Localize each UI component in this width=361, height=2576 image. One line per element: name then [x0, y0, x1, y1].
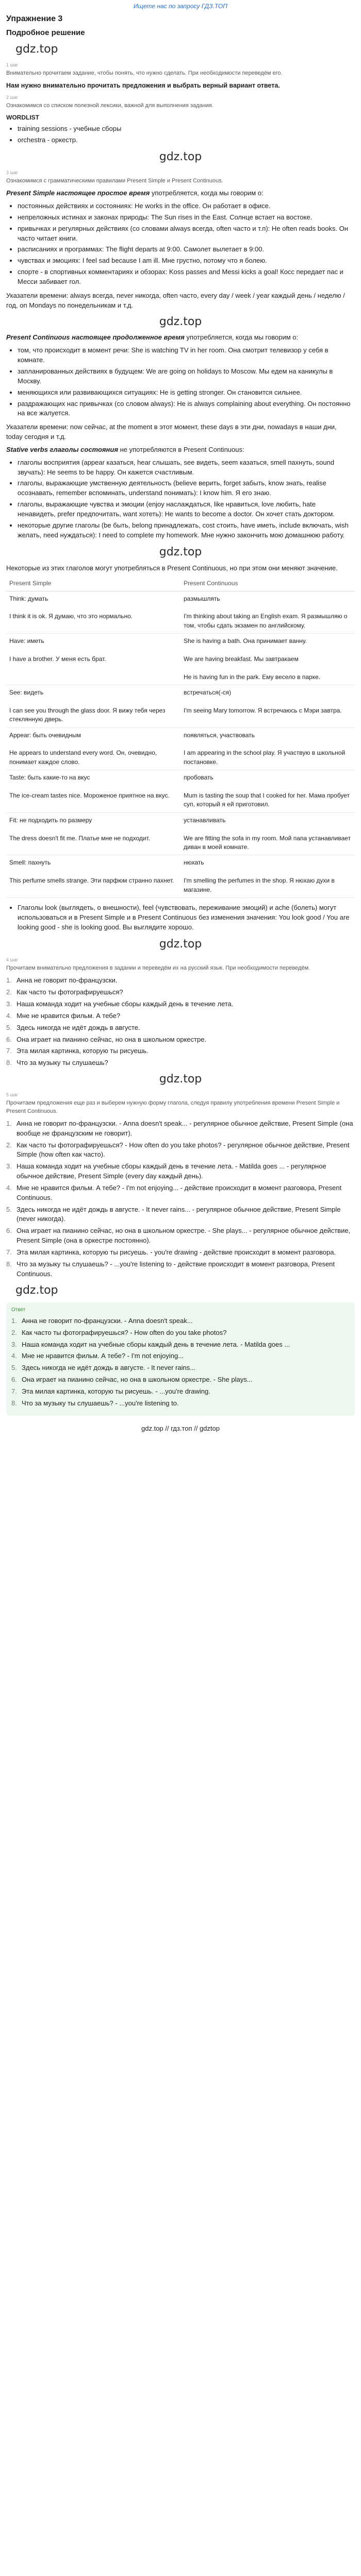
look-feel-note-list — [6, 903, 355, 933]
present-simple-cell: Appear: быть очевидным He appears to understand every word. Он, очевидно, понимает каждое слово. — [6, 727, 180, 770]
present-simple-cell: See: видеть I can see you through the glass door. Я вижу тебя через стеклянную дверь. — [6, 685, 180, 728]
item-text: Наша команда ходит на учебные сборы каждый день в течение лета. - Matilda goes ... - регулярное обычное действие, Present Simple (every day каждый день). — [17, 1162, 326, 1180]
table-row — [6, 685, 355, 728]
item-text: Анна не говорит по-французски. — [17, 976, 118, 985]
item-text: Как часто ты фотографируешься? - How often do you take photos? - регулярное обычное действие, Present Simple (how often как часто). — [17, 1141, 350, 1159]
table-row — [6, 855, 355, 898]
rule-item: • глаголы восприятия (appear казаться, hear слышать, see видеть, seem казаться, smell пахнуть, sound звучать): He seems to be happy. Он кажется счастливым. — [18, 458, 355, 478]
present-simple-intro — [6, 189, 355, 198]
item-number: 4. — [11, 1352, 17, 1360]
item-text: Что за музыку ты слушаешь? — [17, 1059, 108, 1067]
item-number: 2. — [11, 1328, 17, 1336]
step-2 — [6, 94, 355, 145]
watermark: gdz.top — [159, 150, 202, 164]
list-item — [6, 1183, 355, 1203]
watermark: gdz.top — [159, 315, 202, 328]
step-label: 1 шаг — [6, 62, 19, 68]
rule-item: • некоторые другие глаголы (be быть, belong принадлежать, cost стоить, have иметь, include включать, wish желать, need нуждаться): I need to complete my homework. Мне нужно закончить мою домашнюю работу. — [18, 521, 355, 540]
item-number: 8. — [6, 1059, 12, 1067]
answer-tag: Ответ — [11, 1307, 26, 1313]
top-search-link[interactable]: Ищете нас по запросу ГДЗ.ТОП — [134, 3, 227, 10]
item-text: Она играет на пианино сейчас, но она в школьном оркестре. - She plays... — [22, 1376, 253, 1384]
item-number: 2. — [6, 988, 12, 996]
present-continuous-cell: появляться, участвовать I am appearing in the school play. Я участвую в школьной постановке. — [180, 727, 355, 770]
list-item — [6, 1023, 355, 1033]
item-text: Эта милая картинка, которую ты рисуешь. - ...you're drawing. — [22, 1387, 210, 1395]
item-text: Как часто ты фотографируешься? - How often do you take photos? — [22, 1328, 227, 1336]
rule-item: • постоянных действиях и состояниях: He works in the office. Он работает в офисе. — [18, 201, 355, 211]
rule-item: • непреложных истинах и законах природы: The Sun rises in the East. Солнце встает на востоке. — [18, 213, 355, 223]
present-continuous-markers: Указатели времени: now сейчас, at the moment в этот момент, these days в эти дни, nowadays в наши дни, today сегодня и т.д. — [6, 423, 337, 441]
item-text: Эта милая картинка, которую ты рисуешь. — [17, 1047, 149, 1055]
present-continuous-list — [6, 346, 355, 418]
item-text: Мне не нравится фильм. А тебе? — [17, 1011, 121, 1020]
step-label: 2 шаг — [6, 95, 19, 100]
item-text: Она играет на пианино сейчас, но она в школьном оркестре. — [17, 1035, 207, 1043]
stative-verbs-list — [6, 458, 355, 540]
list-item — [11, 1387, 350, 1397]
item-text: Она играет на пианино сейчас, но она в школьном оркестре. - She plays... - регулярное обычное действие, Present Simple (она в оркестре постоянно). — [17, 1227, 351, 1245]
present-continuous-cell: пробовать Mum is tasting the soup that I cooked for her. Мама пробует суп, который я ей приготовил. — [180, 770, 355, 813]
rule-item: • меняющихся или развивающихся ситуациях: He is getting stronger. Он становится сильнее. — [18, 388, 355, 398]
item-text: Что за музыку ты слушаешь? - ...you're listening to. — [22, 1399, 179, 1407]
step-3 — [6, 170, 355, 932]
item-text: Эта милая картинка, которую ты рисуешь. - you're drawing - действие происходит в момент разговора. — [17, 1248, 336, 1257]
rule-text: не употребляются в Present Continuous: — [118, 445, 244, 453]
item-number: 7. — [6, 1248, 12, 1257]
list-item — [6, 988, 355, 997]
word-item: • training sessions - учебные сборы — [18, 124, 355, 134]
item-number: 3. — [6, 1000, 12, 1008]
step-1 — [6, 62, 355, 90]
rule-term: Present Continuous настоящее продолженное время — [6, 333, 185, 342]
list-item — [11, 1399, 350, 1409]
item-text: Наша команда ходит на учебные сборы каждый день в течение лета. — [17, 1000, 234, 1008]
list-item — [6, 1141, 355, 1160]
rule-term: Present Simple настоящее простое время — [6, 189, 150, 197]
rule-item: • раздражающих нас привычках (со словом always): He is always complaining about everything. Он постоянно на все жалуется. — [18, 399, 355, 419]
item-number: 4. — [6, 1183, 12, 1192]
step-label: 3 шаг — [6, 170, 19, 176]
present-simple-cell: Smell: пахнуть This perfume smells strange. Эти парфюм странно пахнет. — [6, 855, 180, 898]
step-description: Внимательно прочитаем задание, чтобы понять, что нужно сделать. При необходимости переведём его. — [6, 70, 283, 77]
item-number: 3. — [6, 1162, 12, 1171]
step-answer: Нам нужно внимательно прочитать предложения и выбрать верный вариант ответа. — [6, 82, 280, 90]
list-item — [6, 1046, 355, 1056]
stative-verbs-intro — [6, 445, 355, 455]
table-header: Present Simple — [6, 577, 180, 591]
item-number: 1. — [6, 976, 12, 985]
list-item — [6, 1162, 355, 1181]
list-item — [11, 1375, 350, 1385]
list-item — [6, 1260, 355, 1279]
item-number: 7. — [6, 1047, 12, 1055]
item-number: 6. — [6, 1227, 12, 1235]
translation-list — [6, 976, 355, 1068]
present-continuous-cell: устанавливать We are fitting the sofa in my room. Мой папа устанавливает диван в моей комнате. — [180, 812, 355, 855]
item-text: Здесь никогда не идёт дождь в августе. - It never rains... — [22, 1364, 196, 1372]
list-item — [6, 1058, 355, 1068]
rule-item: • запланированных действиях в будущем: We are going on holidays to Moscow. Мы едем на каникулы в Москву. — [18, 367, 355, 386]
item-number: 2. — [6, 1141, 12, 1149]
present-simple-cell: Have: иметь I have a brother. У меня есть брат. — [6, 634, 180, 685]
rule-item: • чувствах и эмоциях: I feel sad because I am ill. Мне грустно, потому что я болею. — [18, 256, 355, 266]
step-description: Прочитаем предложения еще раз и выберем нужную форму глагола, следуя правилу употребления времени Present Simple и Present Continuous. — [6, 1100, 340, 1114]
step-description: Ознакомимся с грамматическими правилами Present Simple и Present Continuous. — [6, 178, 223, 184]
step-label: 5 шаг — [6, 1092, 19, 1097]
rule-item: • расписаниях и программах: The flight departs at 9:00. Самолет вылетает в 9:00. — [18, 245, 355, 255]
item-number: 5. — [6, 1023, 12, 1031]
item-number: 6. — [6, 1035, 12, 1043]
list-item — [6, 1226, 355, 1246]
solution-subtitle: Подробное решение — [6, 28, 85, 37]
explanation-list — [6, 1119, 355, 1279]
item-number: 5. — [11, 1364, 17, 1372]
step-5 — [6, 1092, 355, 1279]
item-text: Наша команда ходит на учебные сборы каждый день в течение лета. - Matilda goes ... — [22, 1340, 290, 1348]
rule-text: употребляется, когда мы говорим о: — [150, 189, 264, 197]
answer-box — [6, 1302, 355, 1415]
rule-item: • спорте - в спортивных комментариях и обзорах: Koss passes and Messi kicks a goal! Косс передает пас и Месси забивает гол. — [18, 267, 355, 287]
footer-links[interactable]: gdz.top // гдз.топ // gdztop — [141, 1424, 220, 1432]
item-number: 1. — [6, 1119, 12, 1127]
present-simple-cell: Fit: не подходить по размеру The dress doesn't fit me. Платье мне не подходит. — [6, 812, 180, 855]
present-continuous-cell: встречаться(-ся) I'm seeing Mary tomorrow. Я встречаюсь с Мэри завтра. — [180, 685, 355, 728]
present-simple-list — [6, 201, 355, 287]
answer-list — [11, 1316, 350, 1409]
item-number: 6. — [11, 1376, 17, 1384]
step-description: Ознакомимся со списком полезной лексики, важной для выполнения задания. — [6, 103, 214, 109]
step-description: Прочитаем внимательно предложения в задании и переведём их на русский язык. При необходимости переведём. — [6, 965, 310, 972]
present-continuous-intro — [6, 333, 355, 343]
item-number: 1. — [11, 1316, 17, 1325]
table-row — [6, 591, 355, 634]
table-row — [6, 812, 355, 855]
wordlist — [6, 124, 355, 145]
list-item — [6, 999, 355, 1009]
watermark: gdz.top — [15, 43, 58, 56]
present-simple-cell: Taste: быть какие-то на вкус The ice-cream tastes nice. Мороженое приятное на вкус. — [6, 770, 180, 813]
exercise-title: Упражнение 3 — [6, 14, 63, 24]
table-row — [6, 770, 355, 813]
list-item — [11, 1340, 350, 1350]
watermark: gdz.top — [15, 1283, 58, 1297]
item-number: 3. — [11, 1340, 17, 1348]
table-header: Present Continuous — [180, 577, 355, 591]
step-4 — [6, 957, 355, 1068]
present-continuous-cell: She is having a bath. Она принимает ванну. We are having breakfast. Мы завтракаем He is having fun in the park. Ему весело в парке. — [180, 634, 355, 685]
list-item — [11, 1316, 350, 1326]
list-item — [6, 1035, 355, 1045]
item-number: 8. — [6, 1260, 12, 1268]
rule-item: • том, что происходит в момент речи: She is watching TV in her room. Она смотрит телевизор у себя в комнате. — [18, 346, 355, 365]
rule-item: • глаголы, выражающие чувства и эмоции (enjoy наслаждаться, like нравиться, love любить, hate ненавидеть, prefer предпочитать, want хотеть): He wants to become a doctor. Он хочет стать доктором. — [18, 500, 355, 519]
item-text: Как часто ты фотографируешься? — [17, 988, 123, 996]
item-number: 7. — [11, 1387, 17, 1395]
rule-term: Stative verbs глаголы состояния — [6, 445, 118, 453]
list-item — [6, 976, 355, 986]
present-simple-markers: Указатели времени: always всегда, never никогда, often часто, every day / week / year каждый день / неделю / год, on Mondays по понедельникам и т.д. — [6, 291, 345, 309]
item-text: Здесь никогда не идёт дождь в августе. - It never rains... - регулярное обычное действие, Present Simple (never никогда). — [17, 1205, 341, 1223]
item-number: 5. — [6, 1205, 12, 1213]
table-row — [6, 634, 355, 685]
item-text: Мне не нравится фильм. А тебе? - I'm not enjoying... — [22, 1352, 184, 1360]
list-item — [6, 1119, 355, 1139]
rule-item: • Глаголы look (выглядеть, о внешности), feel (чувствовать, переживание эмоций) и ache (болеть) могут использоваться и в Present Simple и в Present Continuous без изменения значения: You look good / You are looking good - she is looking good. Вы выглядите хорошо. — [18, 903, 355, 933]
wordlist-title: WORDLIST — [6, 114, 39, 122]
table-body — [6, 591, 355, 897]
rule-item: • привычках и регулярных действиях (со словами always всегда, often часто и т.п): He often reads books. Он часто читает книги. — [18, 224, 355, 244]
meaning-change-note: Некоторые из этих глаголов могут употребляться в Present Continuous, но при этом они меняют значение. — [6, 564, 338, 572]
rule-text: употребляется, когда мы говорим о: — [184, 333, 299, 342]
list-item — [11, 1363, 350, 1373]
list-item — [6, 1248, 355, 1258]
present-simple-cell: Think: думать I think it is ok. Я думаю, что это нормально. — [6, 591, 180, 634]
item-number: 4. — [6, 1011, 12, 1020]
item-text: Мне не нравится фильм. А тебе? - I'm not enjoying... - действие происходит в момент разговора, Present Continuous. — [17, 1183, 342, 1201]
item-text: Что за музыку ты слушаешь? - ...you're listening to - действие происходит в момент разговора, Present Continuous. — [17, 1260, 335, 1278]
present-continuous-cell: размышлять I'm thinking about taking an English exam. Я размышляю о том, чтобы сдать экзамен по английскому. — [180, 591, 355, 634]
word-item: • orchestra - оркестр. — [18, 135, 355, 145]
list-item — [6, 1011, 355, 1021]
watermark: gdz.top — [159, 938, 202, 951]
watermark: gdz.top — [159, 546, 202, 559]
table-row — [6, 727, 355, 770]
watermark: gdz.top — [159, 1073, 202, 1086]
list-item — [11, 1328, 350, 1338]
rule-item: • глаголы, выражающие умственную деятельность (believe верить, forget забыть, know знать, realise осознавать, remember вспоминать, understand понимать): I know him. Я его знаю. — [18, 479, 355, 498]
present-continuous-cell: нюхать I'm smelling the perfumes in the shop. Я нюхаю духи в магазине. — [180, 855, 355, 898]
tense-comparison-table — [6, 577, 355, 898]
item-text: Анна не говорит по-французски. - Anna doesn't speak... - регулярное обычное действие, Present Simple (она вообще не французским не говорит). — [17, 1119, 353, 1137]
list-item — [6, 1205, 355, 1225]
step-label: 4 шаг — [6, 957, 19, 963]
item-text: Анна не говорит по-французски. - Anna doesn't speak... — [22, 1316, 193, 1325]
list-item — [11, 1351, 350, 1361]
item-text: Здесь никогда не идёт дождь в августе. — [17, 1023, 140, 1031]
item-number: 8. — [11, 1399, 17, 1407]
